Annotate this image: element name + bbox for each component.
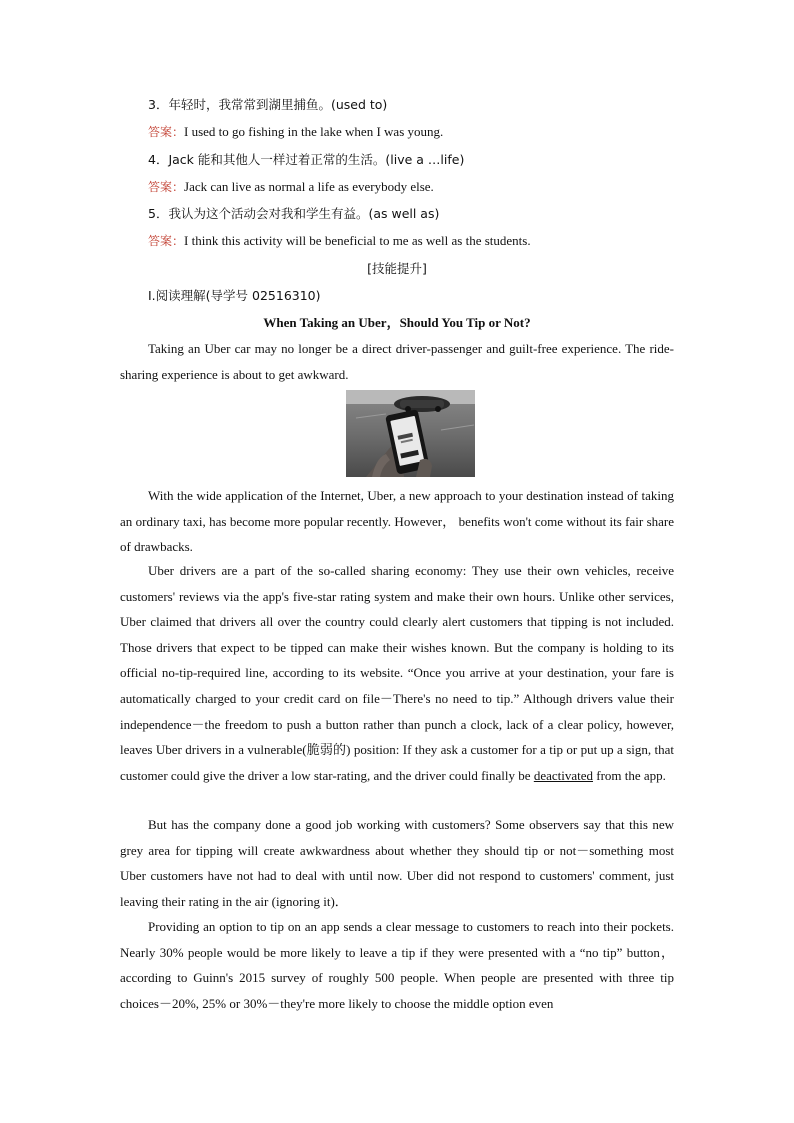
answer-4 <box>148 178 702 196</box>
paragraph-4-text: But has the company done a good job working with customers? Some observers say that this new grey area for tipping will create awkwardness about whether they should tip or not－something most Uber customers have not had to deal with until now. Uber did not respond to customers' comment, just leaving their rating in the air (ignoring it)． <box>120 817 674 909</box>
part-heading: Ⅰ.阅读理解(导学号 02516310) <box>148 288 321 303</box>
underlined-word: deactivated <box>533 767 593 783</box>
phone-in-hand-photo <box>346 390 475 477</box>
answer-label: 答案： <box>148 125 185 139</box>
paragraph-2-text: With the wide application of the Internet, Uber, a new approach to your destination instead of taking an ordinary taxi, has become more popular recently. However， benefits won't come without its fair share of drawbacks. <box>120 488 674 555</box>
question-5: 5．我认为这个活动会对我和学生有益。(as well as) <box>148 206 440 221</box>
answer-label: 答案： <box>148 234 185 248</box>
paragraph-3 <box>120 558 674 788</box>
article-title: When Taking an Uber，Should You Tip or Not? <box>263 315 531 330</box>
paragraph-1-text: Taking an Uber car may no longer be a direct driver-passenger and guilt-free experience. The ride-sharing experience is about to get awkward. <box>120 341 674 382</box>
paragraph-3-text: Uber drivers are a part of the so-called sharing economy: They use their own vehicles, receive customers' reviews via the app's five-star rating system and make their own hours. Unlike other services, Uber claimed that drivers all over the country could clearly alert customers that tipping is not included. Those drivers that expect to be tipped can make their wishes known. But the company is holding to its official no-tip-required line, according to its website. “Once you arrive at your destination, your fare is automatically charged to your credit card on file－There's no need to tip.” Although drivers value their independence－the freedom to push a button rather than punch a clock, lack of a clear policy, however, leaves Uber drivers in a vulnerable(脆弱的) position: If they ask a customer for a tip or put up a sign, that customer could give the driver a low star-rating, and the driver could finally be <box>120 563 674 783</box>
paragraph-3-end: from the app. <box>596 767 666 783</box>
answer-3 <box>148 123 702 141</box>
question-3: 3．年轻时，我常常到湖里捕鱼。(used to) <box>148 97 388 112</box>
paragraph-4 <box>120 812 674 914</box>
paragraph-2 <box>120 483 674 560</box>
answer-text: Jack can live as normal a life as everybody else. <box>184 179 434 194</box>
paragraph-5-text: Providing an option to tip on an app sends a clear message to customers to reach into their pockets. Nearly 30% people would be more likely to leave a tip if they were presented with a “no tip” button，according to Guinn's 2015 survey of roughly 500 people. When people are presented with three tip choices－20%, 25% or 30%－they're more likely to choose the middle option even <box>120 919 674 1011</box>
paragraph-1 <box>120 336 674 387</box>
section-heading: [技能提升] <box>367 261 427 276</box>
paragraph-5 <box>120 914 674 1016</box>
answer-text: I think this activity will be beneficial to me as well as the students. <box>184 233 531 248</box>
answer-5 <box>148 232 702 250</box>
answer-label: 答案： <box>148 180 185 194</box>
question-4: 4．Jack 能和其他人一样过着正常的生活。(live a …life) <box>148 152 465 167</box>
answer-text: I used to go fishing in the lake when I was young. <box>184 124 444 139</box>
